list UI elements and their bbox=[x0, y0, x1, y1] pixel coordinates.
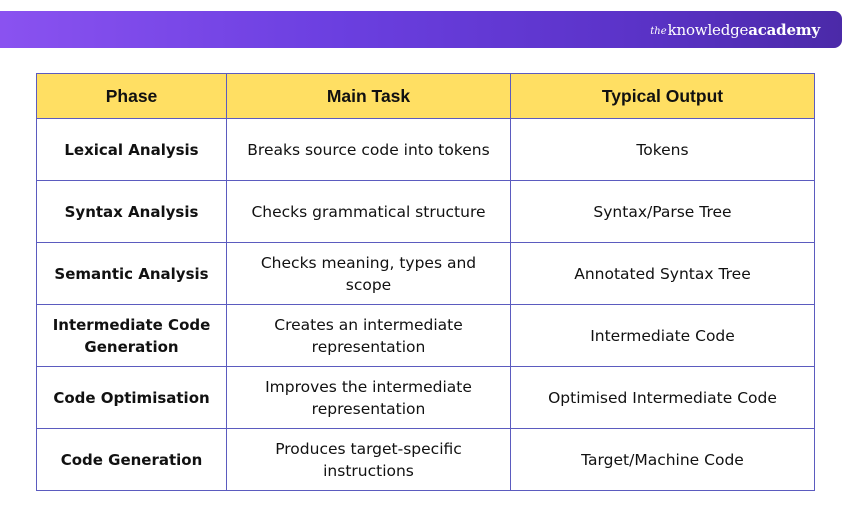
top-banner bbox=[0, 11, 842, 48]
main-task-cell: Checks meaning, types and scope bbox=[227, 243, 511, 305]
typical-output-cell: Syntax/Parse Tree bbox=[511, 181, 815, 243]
phase-cell: Lexical Analysis bbox=[37, 119, 227, 181]
brand-name-bold: academy bbox=[748, 21, 820, 39]
table-row bbox=[37, 119, 815, 181]
brand-name-light: knowledge bbox=[667, 21, 749, 39]
typical-output-cell: Tokens bbox=[511, 119, 815, 181]
main-task-cell: Checks grammatical structure bbox=[227, 181, 511, 243]
phase-cell: Syntax Analysis bbox=[37, 181, 227, 243]
table-row bbox=[37, 367, 815, 429]
header-phase: Phase bbox=[37, 74, 227, 119]
main-task-cell: Produces target-specific instructions bbox=[227, 429, 511, 491]
phase-cell: Intermediate Code Generation bbox=[37, 305, 227, 367]
table-row bbox=[37, 429, 815, 491]
typical-output-cell: Target/Machine Code bbox=[511, 429, 815, 491]
table-header-row bbox=[37, 74, 815, 119]
table-row bbox=[37, 181, 815, 243]
phase-cell: Semantic Analysis bbox=[37, 243, 227, 305]
main-task-cell: Breaks source code into tokens bbox=[227, 119, 511, 181]
typical-output-cell: Intermediate Code bbox=[511, 305, 815, 367]
header-typical-output: Typical Output bbox=[511, 74, 815, 119]
main-task-cell: Improves the intermediate representation bbox=[227, 367, 511, 429]
brand-logo bbox=[650, 20, 820, 42]
table-row bbox=[37, 305, 815, 367]
typical-output-cell: Optimised Intermediate Code bbox=[511, 367, 815, 429]
typical-output-cell: Annotated Syntax Tree bbox=[511, 243, 815, 305]
brand-prefix: the bbox=[650, 26, 667, 37]
phase-cell: Code Generation bbox=[37, 429, 227, 491]
phase-cell: Code Optimisation bbox=[37, 367, 227, 429]
main-task-cell: Creates an intermediate representation bbox=[227, 305, 511, 367]
table-row bbox=[37, 243, 815, 305]
compiler-phases-table bbox=[36, 73, 815, 491]
header-main-task: Main Task bbox=[227, 74, 511, 119]
